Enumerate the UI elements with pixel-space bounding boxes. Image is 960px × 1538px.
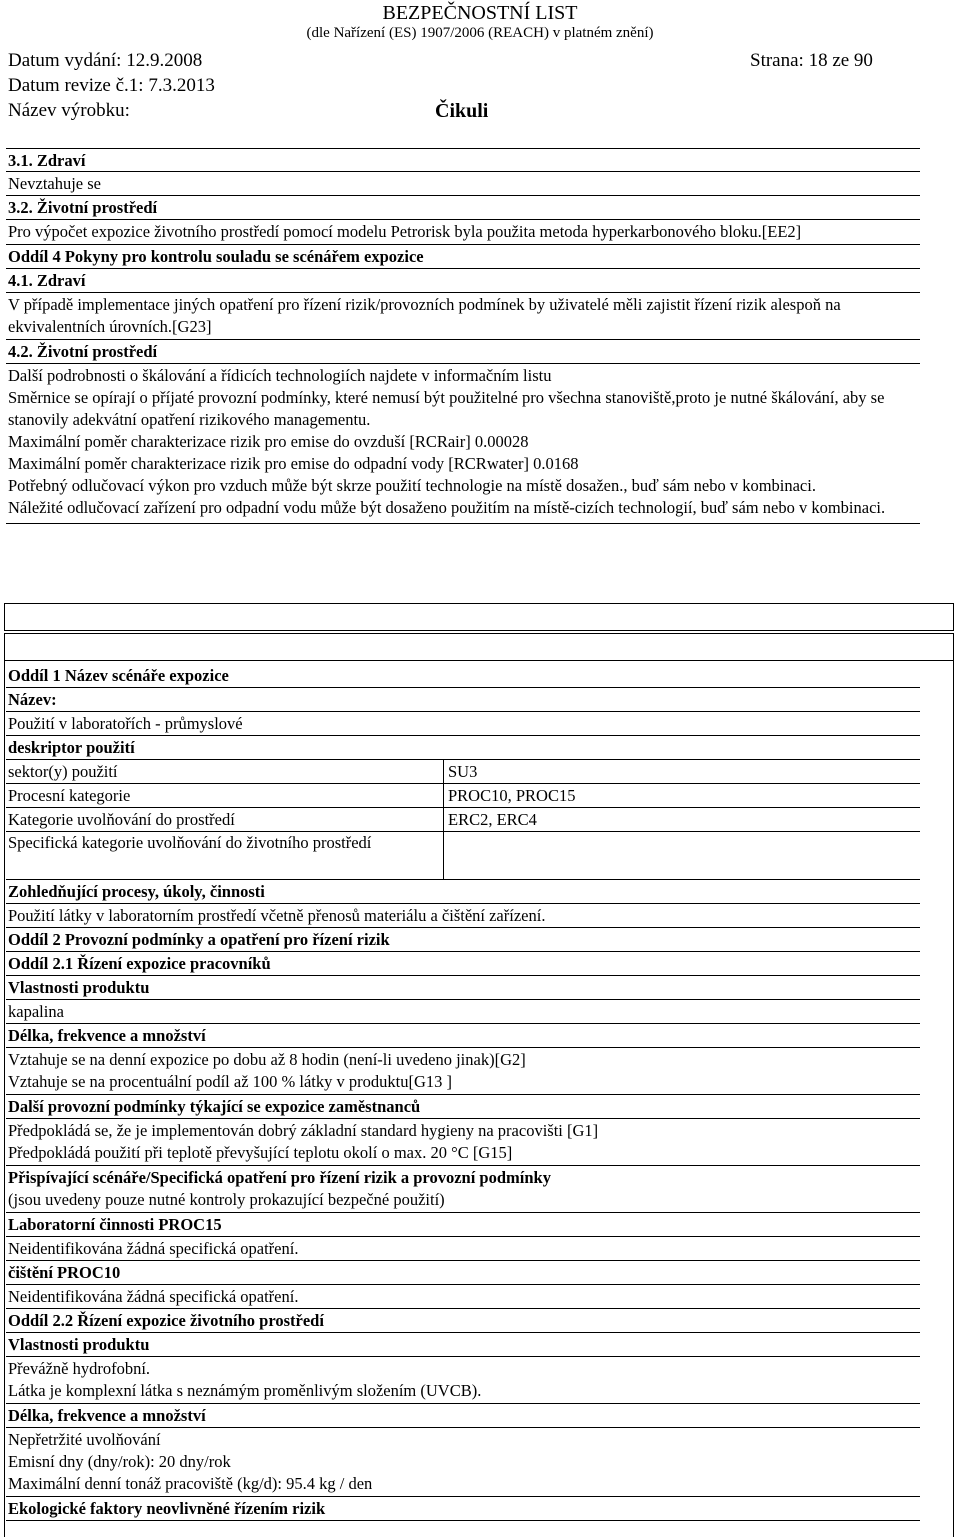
- product-name: Čikuli: [435, 100, 489, 122]
- section-3-1-title: 3.1. Zdraví: [6, 148, 920, 172]
- section-4-2-text: [6, 364, 920, 524]
- section-4-2-title: 4.2. Životní prostředí: [6, 340, 920, 364]
- duration-label: Délka, frekvence a množství: [6, 1024, 920, 1048]
- descriptor-value: [444, 832, 920, 879]
- issue-date: Datum vydání: 12.9.2008: [8, 50, 203, 71]
- other-conditions-text: [6, 1119, 920, 1166]
- section-3-2-text: Pro výpočet expozice životního prostředí pomocí modelu Petrorisk byla použita metoda hyperkarbonového bloku.[EE2]: [6, 220, 920, 245]
- descriptor-row: [6, 760, 920, 784]
- regulation-subtitle: (dle Nařízení (ES) 1907/2006 (REACH) v platném znění): [306, 25, 654, 41]
- other-conditions-line: Předpokládá se, že je implementován dobrý základní standard hygieny na pracovišti [G1]: [8, 1121, 599, 1140]
- section-2-1-title: Oddíl 2.1 Řízení expozice pracovníků: [6, 952, 920, 976]
- separator-box: [4, 633, 954, 661]
- descriptor-row: [6, 784, 920, 808]
- processes-text: Použití látky v laboratorním prostředí včetně přenosů materiálu a čištění zařízení.: [6, 904, 920, 928]
- descriptor-row: [6, 808, 920, 832]
- env-duration-label: Délka, frekvence a množství: [6, 1404, 920, 1428]
- revision-date: Datum revize č.1: 7.3.2013: [8, 75, 215, 96]
- name-value: Použití v laboratořích - průmyslové: [6, 712, 920, 736]
- env-properties-line: Látka je komplexní látka s neznámým proměnlivým složením (UVCB).: [8, 1381, 482, 1400]
- other-conditions-label: Další provozní podmínky týkající se expozice zaměstnanců: [6, 1095, 920, 1119]
- descriptor-label: deskriptor použití: [6, 736, 920, 760]
- page-number: Strana: 18 ze 90: [750, 50, 873, 71]
- cleaning-text: Neidentifikována žádná specifická opatření.: [6, 1285, 920, 1309]
- separator-box: [4, 603, 954, 631]
- exposure-scenario: [6, 664, 920, 1521]
- section-4-2-line: Maximální poměr charakterizace rizik pro emise do odpadní vody [RCRwater] 0.0168: [8, 454, 579, 473]
- section-4-2-line: Náležité odlučovací zařízení pro odpadní vodu může být dosaženo použitím na místě-cizích technologií, buď sám nebo v kombinaci.: [8, 498, 886, 517]
- section-4-2-line: Další podrobnosti o škálování a řídicích technologiích najdete v informačním listu: [8, 366, 552, 385]
- descriptor-row: [6, 832, 920, 880]
- descriptor-value: PROC10, PROC15: [448, 786, 576, 805]
- name-label: Název:: [6, 688, 920, 712]
- duration-line: Vztahuje se na procentuální podíl až 100 % látky v produktu[G13 ]: [8, 1072, 453, 1091]
- processes-label: Zohledňující procesy, úkoly, činnosti: [6, 880, 920, 904]
- env-duration-line: Emisní dny (dny/rok): 20 dny/rok: [8, 1452, 231, 1471]
- product-properties-label: Vlastnosti produktu: [6, 976, 920, 1000]
- section-4-2-line: Maximální poměr charakterizace rizik pro emise do ovzduší [RCRair] 0.00028: [8, 432, 529, 451]
- descriptor-key: Procesní kategorie: [6, 784, 444, 807]
- scenario-title: Oddíl 1 Název scénáře expozice: [6, 664, 920, 688]
- descriptor-value: SU3: [448, 762, 478, 781]
- env-duration-line: Maximální denní tonáž pracoviště (kg/d): 95.4 kg / den: [8, 1474, 373, 1493]
- env-duration-line: Nepřetržité uvolňování: [8, 1430, 161, 1449]
- other-conditions-line: Předpokládá použití při teplotě převyšující teplotu okolí o max. 20 °C [G15]: [8, 1143, 513, 1162]
- top-section: [6, 148, 920, 524]
- lab-activity-text: Neidentifikována žádná specifická opatření.: [6, 1237, 920, 1261]
- cleaning-label: čištění PROC10: [6, 1261, 920, 1285]
- contributing-note: (jsou uvedeny pouze nutné kontroly prokazující bezpečné použití): [8, 1190, 445, 1209]
- env-properties-text: [6, 1357, 920, 1404]
- descriptor-key: Specifická kategorie uvolňování do životního prostředí: [6, 832, 444, 879]
- eco-factors-label: Ekologické faktory neovlivněné řízením rizik: [6, 1497, 920, 1521]
- section-4-title: Oddíl 4 Pokyny pro kontrolu souladu se scénářem expozice: [6, 245, 920, 269]
- section-4-2-line: Směrnice se opírají o příjaté provozní podmínky, které nemusí být použitelné pro všechna stanoviště,proto je nutné škálování, aby se stanovily adekvátní opatření rizikového managementu.: [8, 388, 885, 429]
- lab-activity-label: Laboratorní činnosti PROC15: [6, 1213, 920, 1237]
- document-header: [0, 0, 960, 128]
- section-3-2-title: 3.2. Životní prostředí: [6, 196, 920, 220]
- section-3-1-text: Nevztahuje se: [6, 172, 920, 196]
- product-label: Název výrobku:: [8, 100, 130, 121]
- env-properties-line: Převážně hydrofobní.: [8, 1359, 151, 1378]
- env-duration-text: [6, 1428, 920, 1497]
- section-2-title: Oddíl 2 Provozní podmínky a opatření pro řízení rizik: [6, 928, 920, 952]
- duration-line: Vztahuje se na denní expozice po dobu až 8 hodin (není-li uvedeno jinak)[G2]: [8, 1050, 526, 1069]
- contributing-label: Přispívající scénáře/Specifická opatření pro řízení rizik a provozní podmínky: [8, 1168, 551, 1187]
- descriptor-value: ERC2, ERC4: [448, 810, 537, 829]
- descriptor-key: sektor(y) použití: [6, 760, 444, 783]
- section-4-1-title: 4.1. Zdraví: [6, 269, 920, 293]
- product-properties-value: kapalina: [6, 1000, 920, 1024]
- document-title: BEZPEČNOSTNÍ LIST: [382, 2, 578, 24]
- section-2-2-title: Oddíl 2.2 Řízení expozice životního prostředí: [6, 1309, 920, 1333]
- section-4-2-line: Potřebný odlučovací výkon pro vzduch může být skrze použití technologie na místě dosažen., buď sám nebo v kombinaci.: [8, 476, 816, 495]
- env-properties-label: Vlastnosti produktu: [6, 1333, 920, 1357]
- duration-text: [6, 1048, 920, 1095]
- contributing-scenarios: [6, 1166, 920, 1213]
- descriptor-key: Kategorie uvolňování do prostředí: [6, 808, 444, 831]
- section-4-1-text: V případě implementace jiných opatření pro řízení rizik/provozních podmínek by uživatelé měli zajistit řízení rizik alespoň na ekvivalentních úrovních.[G23]: [6, 293, 920, 340]
